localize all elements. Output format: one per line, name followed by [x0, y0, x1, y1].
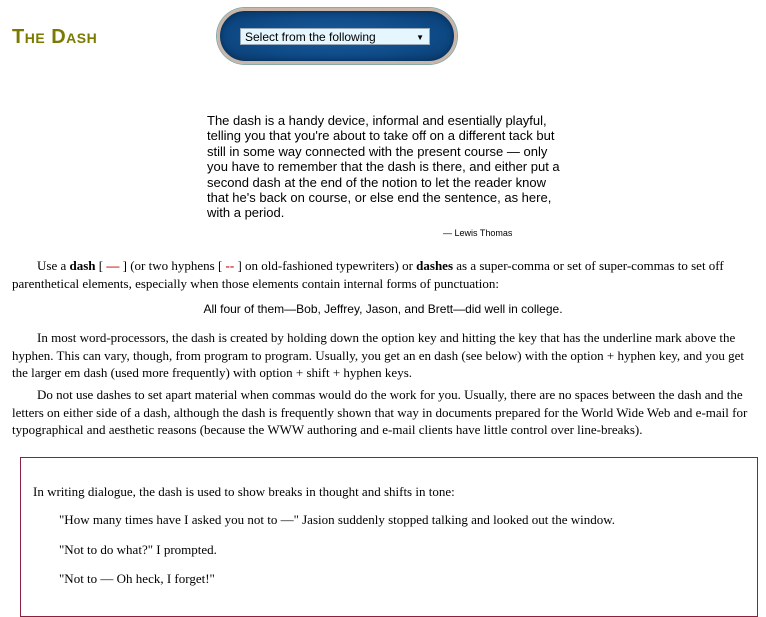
epigraph-quote: The dash is a handy device, informal and esentially playful, telling you that you're about to take off on a different tack but still in some way connected with the present course — only you have to remember that the dash is there, and either put a second dash at the end of the notion to let the reader know that he's back on course, or else end the sentence, as here, with a period.	[207, 113, 560, 221]
em-dash-sample: —	[106, 258, 120, 273]
dialogue-line: "How many times have I asked you not to —" Jasion suddenly stopped talking and looked out the window.	[59, 512, 616, 527]
dialogue-intro: In writing dialogue, the dash is used to show breaks in thought and shifts in tone:	[33, 484, 455, 499]
select-value: Select from the following	[245, 30, 376, 44]
term-dashes: dashes	[416, 258, 454, 273]
text: ] (or two hyphens [	[119, 258, 226, 273]
text: ] on old-fashioned typewriters) or	[234, 258, 417, 273]
usage-paragraph: Do not use dashes to set apart material when commas would do the work for you. Usually, there are no spaces between the dash and the letters on either side of a dash, although the dash is frequently shown that way in documents prepared for the World Wide Web and e-mail for typographical and aesthetic reasons (because the WWW authoring and e-mail clients have little control over line-breaks).	[12, 387, 748, 438]
text: Use a	[37, 258, 70, 273]
term-dash: dash	[69, 258, 96, 273]
text: as a super-comma or set of super-commas to set off parenthetical elements, especially when those elements contain internal forms of punctuation:	[12, 258, 724, 291]
page-title: The Dash	[12, 26, 98, 48]
hyphens-sample: --	[225, 258, 235, 273]
word-processor-paragraph: In most word-processors, the dash is created by holding down the option key and hitting the key that has the underline mark above the hyphen. This can vary, though, from program to program. Usually, you get an en dash (see below) with the option + hyphen key, and you get the larger em dash (used more frequently) with option + shift + hyphen keys.	[12, 330, 745, 381]
text: [	[95, 258, 107, 273]
dialogue-line: "Not to — Oh heck, I forget!"	[59, 571, 215, 586]
intro-paragraph	[12, 257, 760, 292]
dialogue-box	[20, 457, 758, 617]
dialogue-line: "Not to do what?" I prompted.	[59, 542, 217, 557]
quote-attribution: — Lewis Thomas	[443, 228, 513, 238]
dropdown-arrow-icon: ▼	[416, 33, 424, 42]
example-sentence: All four of them—Bob, Jeffrey, Jason, and Brett—did well in college.	[203, 302, 563, 316]
topic-select[interactable]	[240, 28, 430, 45]
